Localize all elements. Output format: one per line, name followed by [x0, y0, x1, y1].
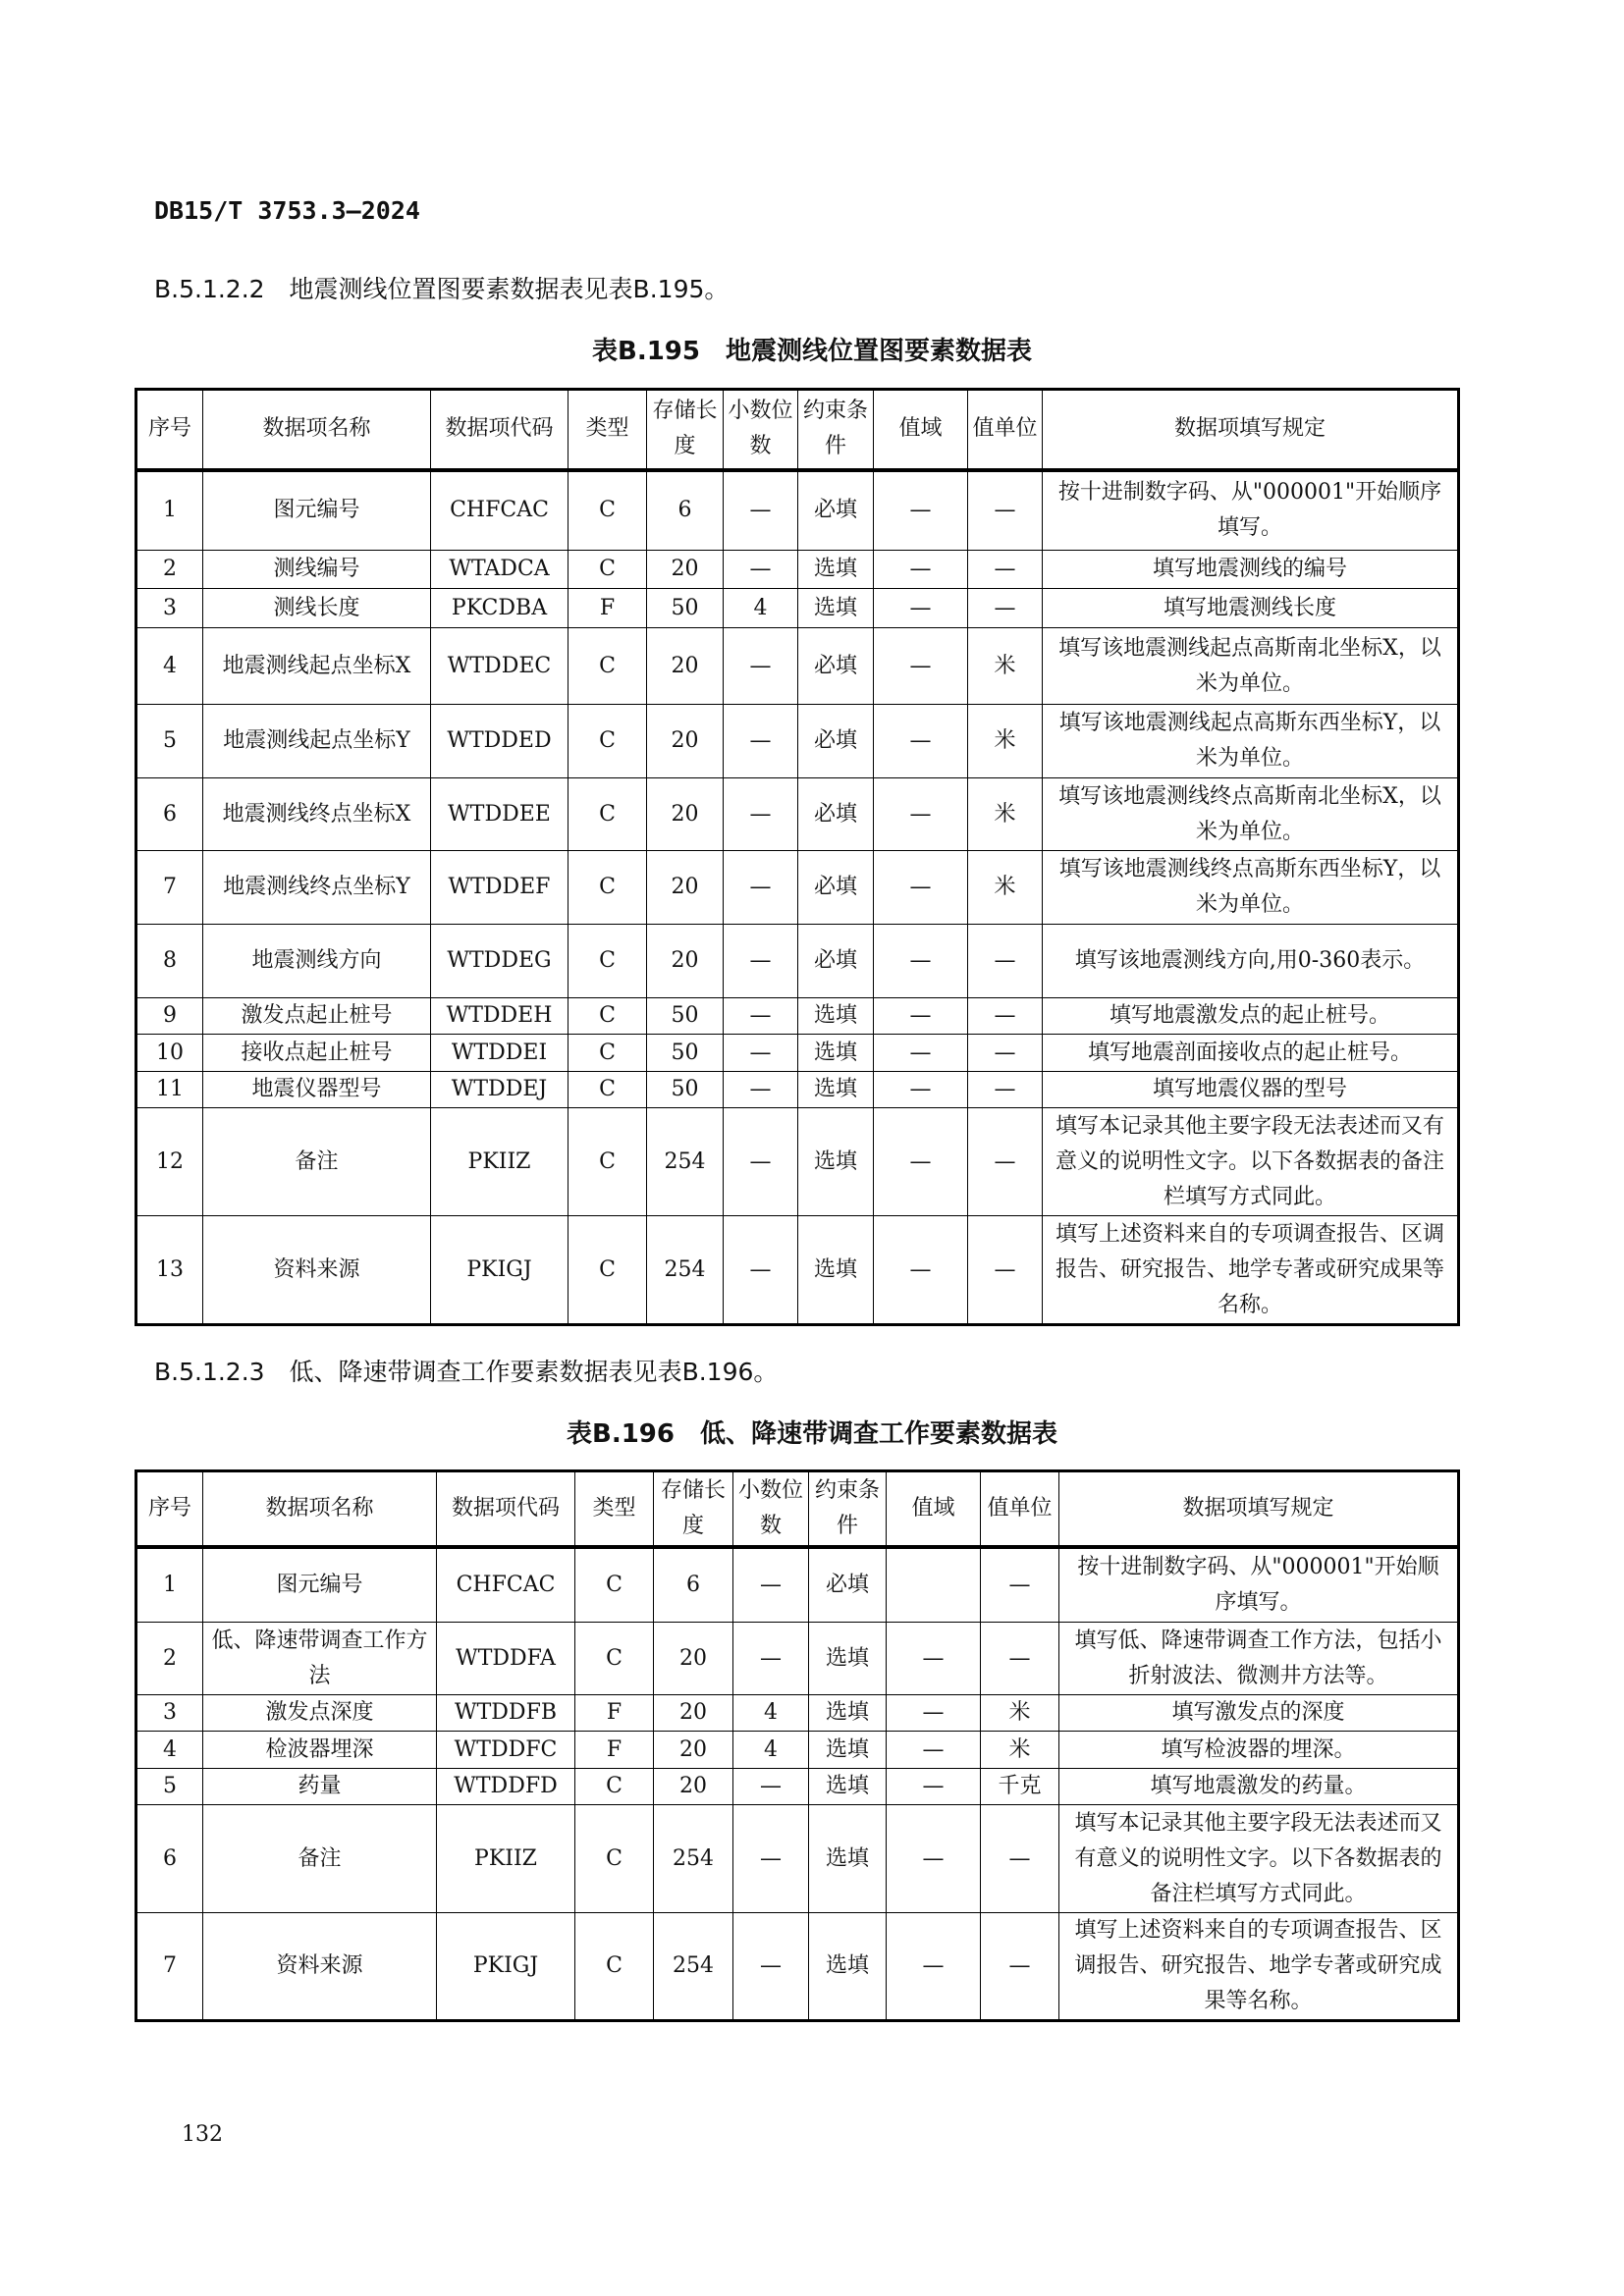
- cell-rule: 填写检波器的埋深。: [1059, 1732, 1459, 1769]
- cell-domain: —: [874, 589, 968, 628]
- cell-code: PKIIZ: [431, 1108, 568, 1216]
- cell-decimals: —: [733, 1623, 809, 1695]
- cell-seq: 10: [136, 1035, 203, 1072]
- cell-decimals: —: [724, 998, 798, 1035]
- cell-unit: —: [968, 589, 1043, 628]
- cell-length: 254: [654, 1913, 733, 2021]
- cell-seq: 5: [136, 705, 203, 778]
- cell-name: 药量: [203, 1769, 437, 1805]
- cell-rule: 填写该地震测线方向,用0-360表示。: [1043, 925, 1459, 998]
- cell-seq: 4: [136, 628, 203, 705]
- cell-code: PKCDBA: [431, 589, 568, 628]
- cell-length: 20: [647, 851, 724, 925]
- cell-rule: 填写地震测线长度: [1043, 589, 1459, 628]
- cell-domain: —: [874, 1035, 968, 1072]
- cell-code: PKIIZ: [437, 1805, 575, 1913]
- table-row: [136, 851, 1459, 925]
- cell-unit: —: [981, 1623, 1059, 1695]
- cell-type: C: [575, 1547, 654, 1623]
- section-heading-b51223: B.5.1.2.3 低、降速带调查工作要素数据表见表B.196。: [154, 1358, 779, 1386]
- cell-rule: 填写该地震测线终点高斯东西坐标Y，以米为单位。: [1043, 851, 1459, 925]
- cell-domain: —: [874, 1216, 968, 1325]
- cell-seq: 13: [136, 1216, 203, 1325]
- cell-name: 地震仪器型号: [203, 1072, 431, 1108]
- cell-name: 资料来源: [203, 1913, 437, 2021]
- column-header-constraint: 约束条件: [798, 390, 874, 470]
- cell-rule: 填写地震激发点的起止桩号。: [1043, 998, 1459, 1035]
- cell-domain: —: [887, 1805, 981, 1913]
- cell-decimals: —: [733, 1805, 809, 1913]
- cell-seq: 6: [136, 1805, 203, 1913]
- column-header-unit: 值单位: [981, 1471, 1059, 1547]
- cell-domain: —: [874, 851, 968, 925]
- column-header-decimals: 小数位数: [724, 390, 798, 470]
- cell-decimals: —: [733, 1913, 809, 2021]
- cell-constraint: 选填: [798, 589, 874, 628]
- cell-name: 检波器埋深: [203, 1732, 437, 1769]
- cell-decimals: —: [724, 851, 798, 925]
- cell-decimals: —: [733, 1547, 809, 1623]
- column-header-domain: 值域: [887, 1471, 981, 1547]
- document-id: DB15/T 3753.3—2024: [154, 196, 420, 225]
- cell-constraint: 必填: [798, 470, 874, 551]
- cell-code: WTDDFC: [437, 1732, 575, 1769]
- cell-code: WTDDEJ: [431, 1072, 568, 1108]
- cell-type: C: [568, 851, 647, 925]
- table-row: [136, 589, 1459, 628]
- cell-unit: —: [968, 998, 1043, 1035]
- column-header-constraint: 约束条件: [809, 1471, 887, 1547]
- table-row: [136, 998, 1459, 1035]
- cell-type: F: [568, 589, 647, 628]
- cell-seq: 1: [136, 470, 203, 551]
- cell-code: WTDDEE: [431, 778, 568, 851]
- cell-constraint: 必填: [798, 628, 874, 705]
- cell-code: WTDDFA: [437, 1623, 575, 1695]
- cell-rule: 填写地震剖面接收点的起止桩号。: [1043, 1035, 1459, 1072]
- cell-seq: 2: [136, 551, 203, 589]
- cell-constraint: 必填: [798, 705, 874, 778]
- cell-length: 254: [654, 1805, 733, 1913]
- cell-length: 254: [647, 1108, 724, 1216]
- cell-seq: 9: [136, 998, 203, 1035]
- cell-domain: —: [887, 1913, 981, 2021]
- cell-code: WTDDFD: [437, 1769, 575, 1805]
- cell-type: C: [568, 551, 647, 589]
- cell-name: 图元编号: [203, 470, 431, 551]
- section-heading-b51222: B.5.1.2.2 地震测线位置图要素数据表见表B.195。: [154, 275, 730, 303]
- cell-type: C: [568, 925, 647, 998]
- cell-name: 资料来源: [203, 1216, 431, 1325]
- cell-constraint: 必填: [798, 925, 874, 998]
- cell-length: 50: [647, 589, 724, 628]
- cell-seq: 1: [136, 1547, 203, 1623]
- cell-unit: —: [968, 1216, 1043, 1325]
- cell-decimals: —: [724, 1108, 798, 1216]
- cell-rule: 填写地震仪器的型号: [1043, 1072, 1459, 1108]
- cell-constraint: 选填: [809, 1695, 887, 1732]
- cell-seq: 4: [136, 1732, 203, 1769]
- cell-domain: —: [874, 551, 968, 589]
- cell-decimals: —: [724, 778, 798, 851]
- cell-rule: 填写该地震测线起点高斯南北坐标X，以米为单位。: [1043, 628, 1459, 705]
- table-b196: [135, 1469, 1460, 2022]
- column-header-length: 存储长度: [654, 1471, 733, 1547]
- cell-type: C: [575, 1913, 654, 2021]
- cell-unit: —: [968, 1035, 1043, 1072]
- cell-seq: 8: [136, 925, 203, 998]
- cell-code: WTDDEC: [431, 628, 568, 705]
- cell-unit: —: [968, 470, 1043, 551]
- cell-length: 20: [647, 705, 724, 778]
- cell-length: 50: [647, 1035, 724, 1072]
- cell-constraint: 选填: [809, 1769, 887, 1805]
- cell-length: 50: [647, 1072, 724, 1108]
- cell-length: 20: [647, 925, 724, 998]
- cell-type: C: [568, 778, 647, 851]
- table-row: [136, 470, 1459, 551]
- cell-rule: 按十进制数字码、从"000001"开始顺序填写。: [1059, 1547, 1459, 1623]
- cell-type: C: [568, 1108, 647, 1216]
- table-row: [136, 1769, 1459, 1805]
- cell-decimals: 4: [733, 1695, 809, 1732]
- column-header-rule: 数据项填写规定: [1043, 390, 1459, 470]
- column-header-code: 数据项代码: [431, 390, 568, 470]
- cell-code: WTDDEH: [431, 998, 568, 1035]
- cell-constraint: 必填: [798, 778, 874, 851]
- cell-rule: 填写激发点的深度: [1059, 1695, 1459, 1732]
- cell-rule: 填写上述资料来自的专项调查报告、区调报告、研究报告、地学专著或研究成果等名称。: [1059, 1913, 1459, 2021]
- cell-domain: [887, 1547, 981, 1623]
- cell-rule: 填写该地震测线起点高斯东西坐标Y，以米为单位。: [1043, 705, 1459, 778]
- cell-decimals: —: [724, 470, 798, 551]
- cell-length: 20: [654, 1769, 733, 1805]
- table-header-row: [136, 390, 1459, 470]
- cell-constraint: 选填: [809, 1732, 887, 1769]
- cell-name: 地震测线起点坐标Y: [203, 705, 431, 778]
- cell-domain: —: [887, 1732, 981, 1769]
- cell-constraint: 选填: [798, 998, 874, 1035]
- table-row: [136, 1805, 1459, 1913]
- cell-unit: —: [981, 1805, 1059, 1913]
- cell-decimals: —: [724, 1072, 798, 1108]
- cell-name: 激发点起止桩号: [203, 998, 431, 1035]
- cell-unit: 米: [981, 1695, 1059, 1732]
- cell-decimals: —: [724, 1216, 798, 1325]
- cell-code: CHFCAC: [431, 470, 568, 551]
- table-caption-b196: 表B.196 低、降速带调查工作要素数据表: [567, 1419, 1057, 1449]
- cell-unit: —: [968, 1108, 1043, 1216]
- cell-name: 备注: [203, 1805, 437, 1913]
- page-number: 132: [182, 2122, 223, 2147]
- cell-rule: 填写地震激发的药量。: [1059, 1769, 1459, 1805]
- column-header-code: 数据项代码: [437, 1471, 575, 1547]
- cell-code: WTDDEF: [431, 851, 568, 925]
- cell-name: 低、降速带调查工作方法: [203, 1623, 437, 1695]
- cell-type: C: [568, 470, 647, 551]
- column-header-unit: 值单位: [968, 390, 1043, 470]
- cell-seq: 7: [136, 1913, 203, 2021]
- cell-rule: 填写本记录其他主要字段无法表述而又有意义的说明性文字。以下各数据表的备注栏填写方式同此。: [1043, 1108, 1459, 1216]
- cell-domain: —: [874, 925, 968, 998]
- cell-seq: 5: [136, 1769, 203, 1805]
- cell-domain: —: [874, 1072, 968, 1108]
- cell-length: 6: [647, 470, 724, 551]
- column-header-name: 数据项名称: [203, 390, 431, 470]
- cell-length: 20: [647, 778, 724, 851]
- table-row: [136, 1072, 1459, 1108]
- table-row: [136, 1216, 1459, 1325]
- cell-unit: 米: [968, 778, 1043, 851]
- table-row: [136, 1913, 1459, 2021]
- table-row: [136, 1623, 1459, 1695]
- cell-name: 激发点深度: [203, 1695, 437, 1732]
- cell-decimals: —: [724, 628, 798, 705]
- cell-constraint: 选填: [809, 1805, 887, 1913]
- cell-length: 20: [654, 1623, 733, 1695]
- cell-decimals: —: [733, 1769, 809, 1805]
- cell-domain: —: [887, 1623, 981, 1695]
- cell-decimals: —: [724, 551, 798, 589]
- table-row: [136, 628, 1459, 705]
- cell-seq: 3: [136, 589, 203, 628]
- column-header-domain: 值域: [874, 390, 968, 470]
- cell-domain: —: [887, 1695, 981, 1732]
- cell-code: WTADCA: [431, 551, 568, 589]
- column-header-seq: 序号: [136, 390, 203, 470]
- cell-type: C: [568, 1216, 647, 1325]
- column-header-seq: 序号: [136, 1471, 203, 1547]
- cell-unit: —: [981, 1547, 1059, 1623]
- cell-unit: —: [981, 1913, 1059, 2021]
- cell-constraint: 选填: [798, 1035, 874, 1072]
- table-b195: [135, 388, 1460, 1326]
- cell-name: 地震测线终点坐标Y: [203, 851, 431, 925]
- cell-unit: —: [968, 925, 1043, 998]
- table-row: [136, 1108, 1459, 1216]
- cell-constraint: 选填: [798, 551, 874, 589]
- table-caption-b195: 表B.195 地震测线位置图要素数据表: [592, 337, 1032, 366]
- cell-type: C: [575, 1623, 654, 1695]
- cell-length: 20: [654, 1732, 733, 1769]
- table-row: [136, 1035, 1459, 1072]
- cell-unit: 米: [968, 705, 1043, 778]
- column-header-rule: 数据项填写规定: [1059, 1471, 1459, 1547]
- cell-type: F: [575, 1732, 654, 1769]
- cell-rule: 填写地震测线的编号: [1043, 551, 1459, 589]
- column-header-type: 类型: [568, 390, 647, 470]
- cell-code: WTDDFB: [437, 1695, 575, 1732]
- cell-constraint: 选填: [798, 1216, 874, 1325]
- cell-name: 测线长度: [203, 589, 431, 628]
- column-header-length: 存储长度: [647, 390, 724, 470]
- cell-constraint: 选填: [798, 1108, 874, 1216]
- table-row: [136, 1695, 1459, 1732]
- cell-length: 20: [654, 1695, 733, 1732]
- cell-code: CHFCAC: [437, 1547, 575, 1623]
- cell-decimals: —: [724, 925, 798, 998]
- cell-domain: —: [874, 998, 968, 1035]
- cell-constraint: 选填: [798, 1072, 874, 1108]
- cell-seq: 3: [136, 1695, 203, 1732]
- cell-unit: 千克: [981, 1769, 1059, 1805]
- table-row: [136, 1732, 1459, 1769]
- cell-length: 20: [647, 628, 724, 705]
- cell-constraint: 选填: [809, 1623, 887, 1695]
- cell-domain: —: [874, 778, 968, 851]
- cell-type: C: [568, 998, 647, 1035]
- cell-code: PKIGJ: [431, 1216, 568, 1325]
- table-row: [136, 925, 1459, 998]
- cell-length: 254: [647, 1216, 724, 1325]
- cell-name: 接收点起止桩号: [203, 1035, 431, 1072]
- cell-unit: —: [968, 1072, 1043, 1108]
- cell-length: 6: [654, 1547, 733, 1623]
- cell-type: F: [575, 1695, 654, 1732]
- cell-code: WTDDEG: [431, 925, 568, 998]
- cell-type: C: [568, 1072, 647, 1108]
- cell-seq: 7: [136, 851, 203, 925]
- cell-constraint: 选填: [809, 1913, 887, 2021]
- cell-decimals: 4: [733, 1732, 809, 1769]
- cell-name: 地震测线终点坐标X: [203, 778, 431, 851]
- cell-unit: 米: [968, 628, 1043, 705]
- cell-unit: —: [968, 551, 1043, 589]
- cell-type: C: [568, 1035, 647, 1072]
- cell-rule: 按十进制数字码、从"000001"开始顺序填写。: [1043, 470, 1459, 551]
- cell-length: 50: [647, 998, 724, 1035]
- cell-name: 测线编号: [203, 551, 431, 589]
- cell-rule: 填写该地震测线终点高斯南北坐标X，以米为单位。: [1043, 778, 1459, 851]
- table-row: [136, 778, 1459, 851]
- cell-domain: —: [874, 628, 968, 705]
- cell-domain: —: [874, 470, 968, 551]
- cell-rule: 填写本记录其他主要字段无法表述而又有意义的说明性文字。以下各数据表的备注栏填写方式同此。: [1059, 1805, 1459, 1913]
- column-header-name: 数据项名称: [203, 1471, 437, 1547]
- cell-seq: 11: [136, 1072, 203, 1108]
- cell-rule: 填写上述资料来自的专项调查报告、区调报告、研究报告、地学专著或研究成果等名称。: [1043, 1216, 1459, 1325]
- cell-unit: 米: [981, 1732, 1059, 1769]
- cell-seq: 2: [136, 1623, 203, 1695]
- cell-name: 备注: [203, 1108, 431, 1216]
- table-row: [136, 1547, 1459, 1623]
- cell-seq: 6: [136, 778, 203, 851]
- cell-length: 20: [647, 551, 724, 589]
- cell-decimals: —: [724, 705, 798, 778]
- cell-name: 地震测线起点坐标X: [203, 628, 431, 705]
- cell-type: C: [575, 1805, 654, 1913]
- column-header-decimals: 小数位数: [733, 1471, 809, 1547]
- cell-decimals: 4: [724, 589, 798, 628]
- cell-rule: 填写低、降速带调查工作方法，包括小折射波法、微测井方法等。: [1059, 1623, 1459, 1695]
- cell-domain: —: [887, 1769, 981, 1805]
- cell-type: C: [568, 705, 647, 778]
- table-row: [136, 705, 1459, 778]
- table-header-row: [136, 1471, 1459, 1547]
- column-header-type: 类型: [575, 1471, 654, 1547]
- cell-decimals: —: [724, 1035, 798, 1072]
- cell-domain: —: [874, 1108, 968, 1216]
- cell-seq: 12: [136, 1108, 203, 1216]
- cell-domain: —: [874, 705, 968, 778]
- cell-name: 图元编号: [203, 1547, 437, 1623]
- cell-code: WTDDED: [431, 705, 568, 778]
- table-row: [136, 551, 1459, 589]
- cell-type: C: [575, 1769, 654, 1805]
- cell-type: C: [568, 628, 647, 705]
- cell-code: PKIGJ: [437, 1913, 575, 2021]
- cell-constraint: 必填: [809, 1547, 887, 1623]
- cell-code: WTDDEI: [431, 1035, 568, 1072]
- cell-unit: 米: [968, 851, 1043, 925]
- cell-name: 地震测线方向: [203, 925, 431, 998]
- cell-constraint: 必填: [798, 851, 874, 925]
